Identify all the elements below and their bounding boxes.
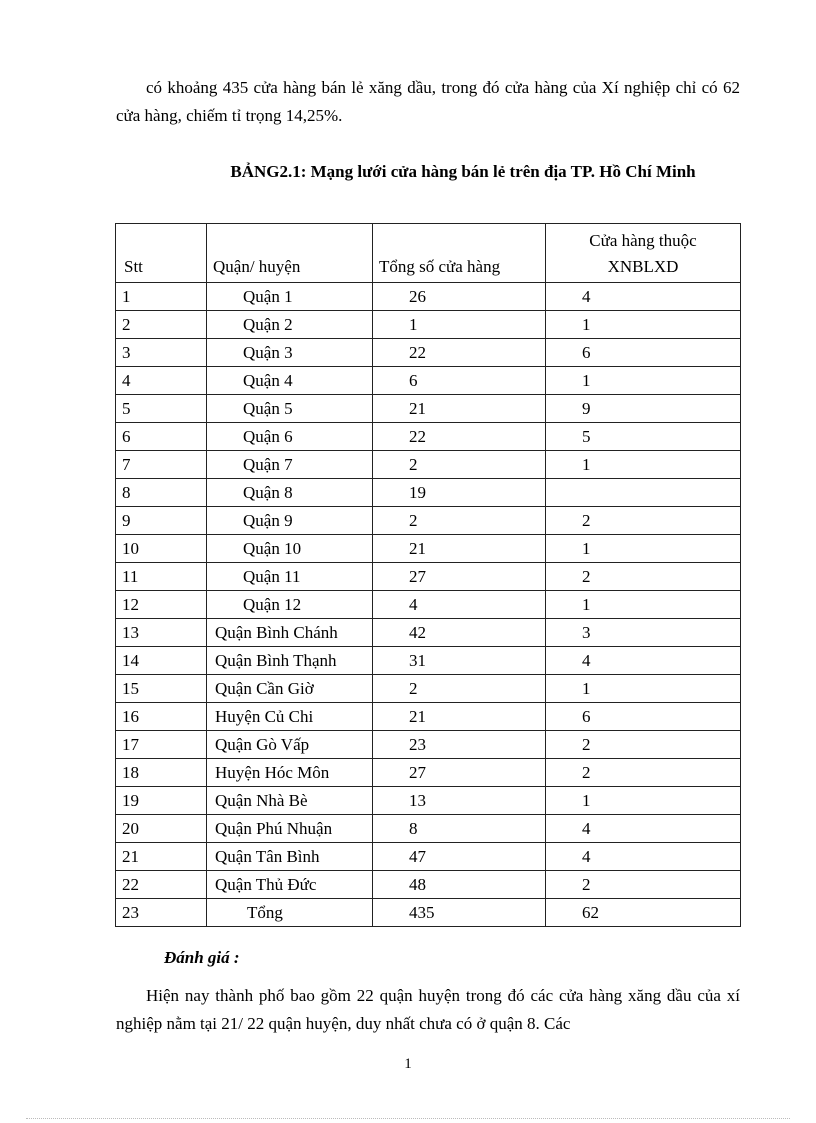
evaluation-paragraph: Hiện nay thành phố bao gồm 22 quận huyện trong đó các cửa hàng xăng dầu của xí nghiệp nằm tại 21/ 22 quận huyện, duy nhất chưa có ở quận 8. Các bbox=[116, 986, 740, 1033]
cell-total-stores: 26 bbox=[373, 283, 546, 311]
cell-total-stores: 21 bbox=[373, 535, 546, 563]
cell-district: Quận Gò Vấp bbox=[207, 731, 373, 759]
cell-company-stores: 5 bbox=[546, 423, 741, 451]
cell-company-stores: 1 bbox=[546, 311, 741, 339]
cell-stt: 21 bbox=[116, 843, 207, 871]
cell-total-stores: 6 bbox=[373, 367, 546, 395]
evaluation-heading: Đánh giá : bbox=[164, 948, 240, 967]
cell-stt: 13 bbox=[116, 619, 207, 647]
cell-total-stores: 27 bbox=[373, 563, 546, 591]
cell-company-stores: 6 bbox=[546, 703, 741, 731]
table-row bbox=[116, 619, 741, 647]
cell-total-stores: 27 bbox=[373, 759, 546, 787]
table-row bbox=[116, 759, 741, 787]
cell-total-stores: 47 bbox=[373, 843, 546, 871]
cell-district: Quận 3 bbox=[207, 339, 373, 367]
cell-total-stores: 21 bbox=[373, 703, 546, 731]
table-row bbox=[116, 675, 741, 703]
cell-total-stores: 13 bbox=[373, 787, 546, 815]
page-number: 1 bbox=[404, 1056, 412, 1072]
cell-company-stores: 2 bbox=[546, 871, 741, 899]
cell-total-stores: 4 bbox=[373, 591, 546, 619]
table-row bbox=[116, 871, 741, 899]
cell-district: Quận 4 bbox=[207, 367, 373, 395]
cell-total-stores: 42 bbox=[373, 619, 546, 647]
table-row bbox=[116, 843, 741, 871]
cell-stt: 15 bbox=[116, 675, 207, 703]
cell-total-stores: 23 bbox=[373, 731, 546, 759]
cell-district: Quận 2 bbox=[207, 311, 373, 339]
header-district: Quận/ huyện bbox=[207, 224, 373, 283]
cell-district: Quận Phú Nhuận bbox=[207, 815, 373, 843]
cell-total-stores: 21 bbox=[373, 395, 546, 423]
table-row bbox=[116, 731, 741, 759]
cell-district: Quận 8 bbox=[207, 479, 373, 507]
header-company-stores-line2: XNBLXD bbox=[607, 257, 679, 276]
cell-stt: 12 bbox=[116, 591, 207, 619]
table-total-row bbox=[116, 899, 741, 927]
cell-district: Huyện Hóc Môn bbox=[207, 759, 373, 787]
cell-company-stores: 4 bbox=[546, 283, 741, 311]
header-total-stores: Tổng số cửa hàng bbox=[373, 224, 546, 283]
cell-stt: 23 bbox=[116, 899, 207, 927]
cell-total-stores: 1 bbox=[373, 311, 546, 339]
cell-company-stores: 2 bbox=[546, 731, 741, 759]
cell-stt: 22 bbox=[116, 871, 207, 899]
table-row bbox=[116, 815, 741, 843]
table-row bbox=[116, 339, 741, 367]
cell-stt: 19 bbox=[116, 787, 207, 815]
cell-district: Quận Thủ Đức bbox=[207, 871, 373, 899]
cell-stt: 17 bbox=[116, 731, 207, 759]
cell-stt: 20 bbox=[116, 815, 207, 843]
cell-district: Huyện Củ Chi bbox=[207, 703, 373, 731]
cell-stt: 1 bbox=[116, 283, 207, 311]
cell-company-stores: 2 bbox=[546, 563, 741, 591]
table-row bbox=[116, 703, 741, 731]
table-row bbox=[116, 479, 741, 507]
table-row bbox=[116, 647, 741, 675]
cell-total-stores: 22 bbox=[373, 339, 546, 367]
table-row bbox=[116, 563, 741, 591]
cell-company-stores: 1 bbox=[546, 787, 741, 815]
cell-stt: 6 bbox=[116, 423, 207, 451]
cell-total-stores: 31 bbox=[373, 647, 546, 675]
stores-table bbox=[115, 223, 741, 927]
cell-stt: 7 bbox=[116, 451, 207, 479]
table-row bbox=[116, 367, 741, 395]
header-company-stores bbox=[546, 224, 741, 283]
cell-total-stores: 435 bbox=[373, 899, 546, 927]
cell-total-stores: 2 bbox=[373, 507, 546, 535]
table-row bbox=[116, 311, 741, 339]
table-row bbox=[116, 423, 741, 451]
cell-district: Quận 6 bbox=[207, 423, 373, 451]
table-row bbox=[116, 283, 741, 311]
table-caption: BẢNG2.1: Mạng lưới cửa hàng bán lẻ trên địa TP. Hồ Chí Minh bbox=[230, 162, 696, 181]
cell-company-stores: 1 bbox=[546, 591, 741, 619]
cell-company-stores: 4 bbox=[546, 843, 741, 871]
cell-total-stores: 48 bbox=[373, 871, 546, 899]
cell-district: Quận Bình Thạnh bbox=[207, 647, 373, 675]
cell-total-stores: 19 bbox=[373, 479, 546, 507]
cell-stt: 3 bbox=[116, 339, 207, 367]
cell-stt: 9 bbox=[116, 507, 207, 535]
cell-district: Tổng bbox=[207, 899, 373, 927]
header-stt: Stt bbox=[116, 224, 207, 283]
table-row bbox=[116, 507, 741, 535]
cell-district: Quận Nhà Bè bbox=[207, 787, 373, 815]
cell-company-stores: 1 bbox=[546, 451, 741, 479]
cell-company-stores: 62 bbox=[546, 899, 741, 927]
cell-company-stores: 9 bbox=[546, 395, 741, 423]
page-footer-divider bbox=[26, 1118, 790, 1119]
cell-stt: 4 bbox=[116, 367, 207, 395]
cell-total-stores: 8 bbox=[373, 815, 546, 843]
cell-total-stores: 2 bbox=[373, 451, 546, 479]
cell-stt: 14 bbox=[116, 647, 207, 675]
cell-district: Quận 7 bbox=[207, 451, 373, 479]
cell-district: Quận 1 bbox=[207, 283, 373, 311]
cell-stt: 18 bbox=[116, 759, 207, 787]
intro-paragraph: có khoảng 435 cửa hàng bán lẻ xăng dầu, trong đó cửa hàng của Xí nghiệp chỉ có 62 cửa hàng, chiếm tỉ trọng 14,25%. bbox=[116, 78, 740, 125]
cell-stt: 11 bbox=[116, 563, 207, 591]
table-row bbox=[116, 535, 741, 563]
cell-district: Quận Bình Chánh bbox=[207, 619, 373, 647]
table-row bbox=[116, 591, 741, 619]
cell-district: Quận 10 bbox=[207, 535, 373, 563]
cell-district: Quận Tân Bình bbox=[207, 843, 373, 871]
cell-company-stores: 1 bbox=[546, 675, 741, 703]
cell-company-stores bbox=[546, 479, 741, 507]
cell-district: Quận 9 bbox=[207, 507, 373, 535]
cell-stt: 5 bbox=[116, 395, 207, 423]
cell-district: Quận 12 bbox=[207, 591, 373, 619]
cell-company-stores: 6 bbox=[546, 339, 741, 367]
cell-district: Quận Cần Giờ bbox=[207, 675, 373, 703]
table-body bbox=[116, 283, 741, 927]
cell-total-stores: 2 bbox=[373, 675, 546, 703]
cell-total-stores: 22 bbox=[373, 423, 546, 451]
table-row bbox=[116, 451, 741, 479]
cell-company-stores: 1 bbox=[546, 535, 741, 563]
cell-stt: 16 bbox=[116, 703, 207, 731]
cell-company-stores: 4 bbox=[546, 815, 741, 843]
cell-company-stores: 4 bbox=[546, 647, 741, 675]
table-row bbox=[116, 787, 741, 815]
cell-stt: 10 bbox=[116, 535, 207, 563]
cell-company-stores: 2 bbox=[546, 759, 741, 787]
cell-district: Quận 11 bbox=[207, 563, 373, 591]
cell-district: Quận 5 bbox=[207, 395, 373, 423]
cell-company-stores: 2 bbox=[546, 507, 741, 535]
table-row bbox=[116, 395, 741, 423]
cell-company-stores: 1 bbox=[546, 367, 741, 395]
cell-stt: 8 bbox=[116, 479, 207, 507]
table-header-row bbox=[116, 224, 741, 283]
cell-company-stores: 3 bbox=[546, 619, 741, 647]
header-company-stores-line1: Cửa hàng thuộc bbox=[589, 231, 697, 250]
cell-stt: 2 bbox=[116, 311, 207, 339]
